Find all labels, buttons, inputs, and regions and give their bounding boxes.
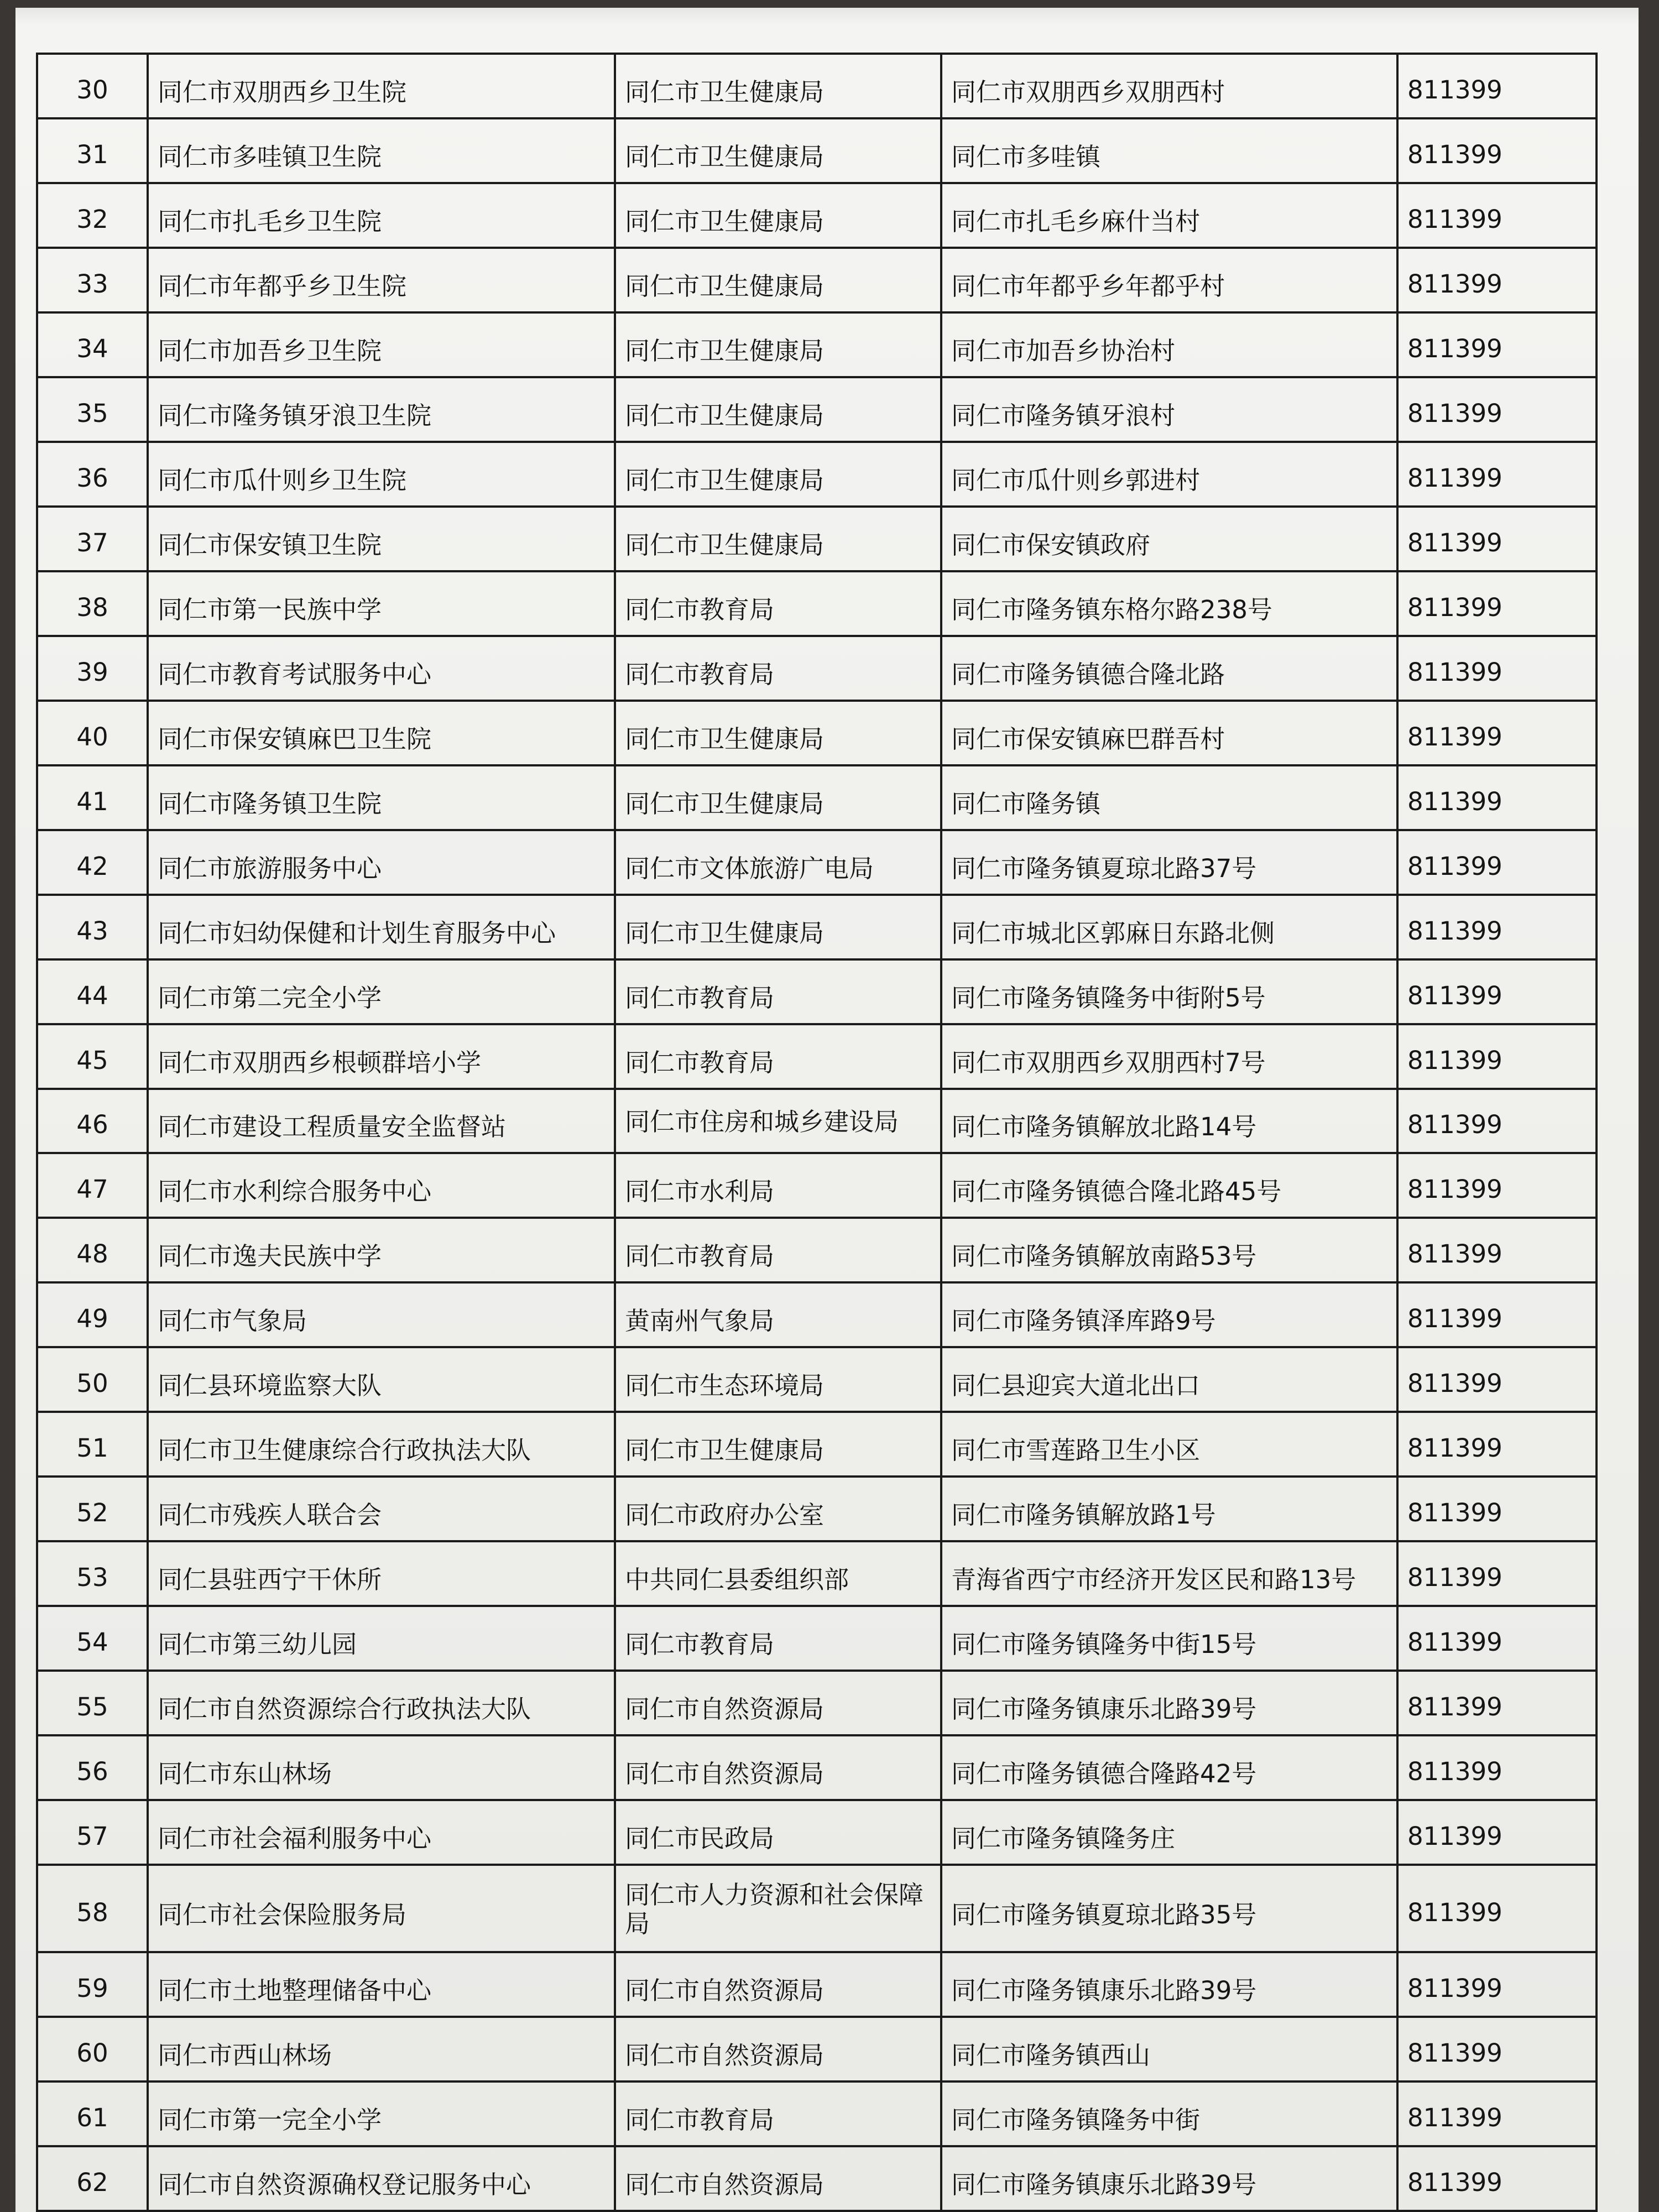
department-cell: 同仁市自然资源局: [615, 1952, 941, 2017]
industry-code-cell: 811399: [1397, 1218, 1597, 1282]
address-cell: 同仁市隆务镇康乐北路39号: [941, 2146, 1397, 2211]
row-number-cell: 49: [37, 1282, 148, 1347]
table-row: [37, 1412, 1597, 1477]
unit-name-cell: 同仁市第一完全小学: [148, 2081, 615, 2146]
address-cell: 同仁市保安镇政府: [941, 507, 1397, 571]
unit-name-cell: 同仁市社会保险服务局: [148, 1865, 615, 1952]
department-cell: 同仁市文体旅游广电局: [615, 830, 941, 895]
table-row: [37, 2081, 1597, 2146]
unit-name-cell: 同仁市年都乎乡卫生院: [148, 248, 615, 312]
unit-name-cell: 同仁市土地整理储备中心: [148, 1952, 615, 2017]
industry-code-cell: 811399: [1397, 1865, 1597, 1952]
department-cell: 同仁市自然资源局: [615, 2017, 941, 2081]
unit-name-cell: 同仁市第一民族中学: [148, 571, 615, 636]
address-cell: 同仁市隆务镇牙浪村: [941, 377, 1397, 442]
address-cell: 同仁市隆务镇解放北路14号: [941, 1089, 1397, 1154]
address-cell: 同仁市加吾乡协治村: [941, 312, 1397, 377]
address-cell: 同仁市隆务镇德合隆路42号: [941, 1735, 1397, 1800]
department-cell: 同仁市自然资源局: [615, 1735, 941, 1800]
table-row: [37, 1282, 1597, 1347]
unit-name-cell: 同仁市西山林场: [148, 2017, 615, 2081]
industry-code-cell: 811399: [1397, 1952, 1597, 2017]
department-cell: 同仁市教育局: [615, 571, 941, 636]
department-cell: 同仁市人力资源和社会保障局: [615, 1865, 941, 1952]
row-number-cell: 50: [37, 1347, 148, 1412]
industry-code-cell: 811399: [1397, 183, 1597, 248]
row-number-cell: 30: [37, 54, 148, 118]
row-number-cell: 62: [37, 2146, 148, 2211]
paper-top-shadow: [15, 8, 1639, 24]
table-row: [37, 183, 1597, 248]
row-number-cell: 39: [37, 636, 148, 701]
unit-name-cell: 同仁县环境监察大队: [148, 1347, 615, 1412]
table-row: [37, 1347, 1597, 1412]
department-cell: 同仁市自然资源局: [615, 2146, 941, 2211]
address-cell: 同仁市隆务镇泽库路9号: [941, 1282, 1397, 1347]
unit-name-cell: 同仁市双朋西乡根顿群培小学: [148, 1024, 615, 1089]
unit-name-cell: 同仁市建设工程质量安全监督站: [148, 1089, 615, 1154]
unit-name-cell: 同仁市保安镇卫生院: [148, 507, 615, 571]
table-row: [37, 765, 1597, 830]
department-cell: 同仁市水利局: [615, 1153, 941, 1218]
industry-code-cell: 811399: [1397, 830, 1597, 895]
unit-name-cell: 同仁市卫生健康综合行政执法大队: [148, 1412, 615, 1477]
table-row: [37, 1024, 1597, 1089]
industry-code-cell: 811399: [1397, 54, 1597, 118]
table-row: [37, 571, 1597, 636]
address-cell: 同仁市隆务镇隆务中街15号: [941, 1606, 1397, 1671]
address-cell: 同仁市隆务镇夏琼北路37号: [941, 830, 1397, 895]
unit-name-cell: 同仁市双朋西乡卫生院: [148, 54, 615, 118]
table-row: [37, 830, 1597, 895]
department-cell: 同仁市教育局: [615, 959, 941, 1024]
unit-name-cell: 同仁市妇幼保健和计划生育服务中心: [148, 895, 615, 959]
row-number-cell: 34: [37, 312, 148, 377]
paper-sheet: [15, 8, 1639, 2212]
address-cell: 同仁市瓜什则乡郭进村: [941, 442, 1397, 507]
industry-code-cell: 811399: [1397, 2081, 1597, 2146]
department-cell: 同仁市卫生健康局: [615, 442, 941, 507]
department-cell: 同仁市卫生健康局: [615, 895, 941, 959]
department-cell: 同仁市卫生健康局: [615, 1412, 941, 1477]
table-row: [37, 701, 1597, 765]
department-cell: 同仁市教育局: [615, 1606, 941, 1671]
address-cell: 同仁市多哇镇: [941, 118, 1397, 183]
unit-name-cell: 同仁市残疾人联合会: [148, 1477, 615, 1541]
industry-code-cell: 811399: [1397, 377, 1597, 442]
unit-name-cell: 同仁市第三幼儿园: [148, 1606, 615, 1671]
department-cell: 同仁市卫生健康局: [615, 248, 941, 312]
address-cell: 同仁市隆务镇隆务中街附5号: [941, 959, 1397, 1024]
address-cell: 同仁市年都乎乡年都乎村: [941, 248, 1397, 312]
department-cell: 同仁市教育局: [615, 636, 941, 701]
industry-code-cell: 811399: [1397, 507, 1597, 571]
address-cell: 同仁市城北区郭麻日东路北侧: [941, 895, 1397, 959]
row-number-cell: 38: [37, 571, 148, 636]
table-row: [37, 1541, 1597, 1606]
address-cell: 同仁市双朋西乡双朋西村: [941, 54, 1397, 118]
row-number-cell: 42: [37, 830, 148, 895]
table-row: [37, 248, 1597, 312]
address-cell: 同仁市扎毛乡麻什当村: [941, 183, 1397, 248]
row-number-cell: 43: [37, 895, 148, 959]
address-cell: 同仁市隆务镇德合隆北路45号: [941, 1153, 1397, 1218]
department-cell: 同仁市民政局: [615, 1800, 941, 1865]
row-number-cell: 35: [37, 377, 148, 442]
department-cell: 同仁市政府办公室: [615, 1477, 941, 1541]
row-number-cell: 33: [37, 248, 148, 312]
department-cell: 同仁市卫生健康局: [615, 765, 941, 830]
table-row: [37, 636, 1597, 701]
table-row: [37, 1952, 1597, 2017]
address-cell: 同仁市隆务镇东格尔路238号: [941, 571, 1397, 636]
table-row: [37, 1606, 1597, 1671]
unit-name-cell: 同仁市教育考试服务中心: [148, 636, 615, 701]
unit-name-cell: 同仁市自然资源确权登记服务中心: [148, 2146, 615, 2211]
row-number-cell: 44: [37, 959, 148, 1024]
industry-code-cell: 811399: [1397, 1477, 1597, 1541]
unit-name-cell: 同仁市旅游服务中心: [148, 830, 615, 895]
row-number-cell: 46: [37, 1089, 148, 1154]
unit-name-cell: 同仁市气象局: [148, 1282, 615, 1347]
address-cell: 同仁市隆务镇康乐北路39号: [941, 1952, 1397, 2017]
unit-name-cell: 同仁市瓜什则乡卫生院: [148, 442, 615, 507]
table-row: [37, 1671, 1597, 1735]
industry-code-cell: 811399: [1397, 895, 1597, 959]
address-cell: 青海省西宁市经济开发区民和路13号: [941, 1541, 1397, 1606]
unit-name-cell: 同仁市扎毛乡卫生院: [148, 183, 615, 248]
department-cell: 同仁市自然资源局: [615, 1671, 941, 1735]
industry-code-cell: 811399: [1397, 2017, 1597, 2081]
unit-name-cell: 同仁县驻西宁干休所: [148, 1541, 615, 1606]
department-cell: 同仁市卫生健康局: [615, 118, 941, 183]
department-cell: 中共同仁县委组织部: [615, 1541, 941, 1606]
address-cell: 同仁市隆务镇解放路1号: [941, 1477, 1397, 1541]
row-number-cell: 54: [37, 1606, 148, 1671]
row-number-cell: 31: [37, 118, 148, 183]
industry-code-cell: 811399: [1397, 1347, 1597, 1412]
address-cell: 同仁市隆务镇隆务中街: [941, 2081, 1397, 2146]
table-row: [37, 442, 1597, 507]
industry-code-cell: 811399: [1397, 701, 1597, 765]
industry-code-cell: 811399: [1397, 636, 1597, 701]
department-cell: 同仁市卫生健康局: [615, 54, 941, 118]
department-cell: 同仁市教育局: [615, 1024, 941, 1089]
industry-code-cell: 811399: [1397, 118, 1597, 183]
industry-code-cell: 811399: [1397, 1153, 1597, 1218]
industry-code-cell: 811399: [1397, 1541, 1597, 1606]
address-cell: 同仁市隆务镇解放南路53号: [941, 1218, 1397, 1282]
table-row: [37, 1218, 1597, 1282]
address-cell: 同仁市隆务镇夏琼北路35号: [941, 1865, 1397, 1952]
department-cell: 同仁市教育局: [615, 2081, 941, 2146]
department-cell: 同仁市教育局: [615, 1218, 941, 1282]
table-row: [37, 2146, 1597, 2211]
industry-code-cell: 811399: [1397, 1606, 1597, 1671]
address-cell: 同仁市双朋西乡双朋西村7号: [941, 1024, 1397, 1089]
unit-name-cell: 同仁市第二完全小学: [148, 959, 615, 1024]
address-cell: 同仁县迎宾大道北出口: [941, 1347, 1397, 1412]
unit-name-cell: 同仁市多哇镇卫生院: [148, 118, 615, 183]
department-cell: 同仁市生态环境局: [615, 1347, 941, 1412]
table-row: [37, 54, 1597, 118]
department-cell: 黄南州气象局: [615, 1282, 941, 1347]
table-row: [37, 507, 1597, 571]
department-cell: 同仁市卫生健康局: [615, 183, 941, 248]
table-row: [37, 118, 1597, 183]
industry-code-cell: 811399: [1397, 1412, 1597, 1477]
row-number-cell: 57: [37, 1800, 148, 1865]
address-cell: 同仁市隆务镇康乐北路39号: [941, 1671, 1397, 1735]
unit-name-cell: 同仁市保安镇麻巴卫生院: [148, 701, 615, 765]
unit-name-cell: 同仁市隆务镇牙浪卫生院: [148, 377, 615, 442]
table-row: [37, 1865, 1597, 1952]
address-cell: 同仁市雪莲路卫生小区: [941, 1412, 1397, 1477]
row-number-cell: 41: [37, 765, 148, 830]
industry-code-cell: 811399: [1397, 442, 1597, 507]
row-number-cell: 36: [37, 442, 148, 507]
row-number-cell: 56: [37, 1735, 148, 1800]
row-number-cell: 32: [37, 183, 148, 248]
unit-name-cell: 同仁市社会福利服务中心: [148, 1800, 615, 1865]
industry-code-cell: 811399: [1397, 765, 1597, 830]
industry-code-cell: 811399: [1397, 2146, 1597, 2211]
table-row: [37, 1477, 1597, 1541]
table-row: [37, 959, 1597, 1024]
industry-code-cell: 811399: [1397, 312, 1597, 377]
industry-code-cell: 811399: [1397, 1089, 1597, 1154]
industry-code-cell: 811399: [1397, 1800, 1597, 1865]
department-cell: 同仁市卫生健康局: [615, 507, 941, 571]
table-row: [37, 1089, 1597, 1154]
row-number-cell: 61: [37, 2081, 148, 2146]
table-row: [37, 1800, 1597, 1865]
table-body: [37, 54, 1597, 2211]
table-row: [37, 895, 1597, 959]
unit-name-cell: 同仁市隆务镇卫生院: [148, 765, 615, 830]
unit-name-cell: 同仁市逸夫民族中学: [148, 1218, 615, 1282]
unit-list-table: [36, 53, 1598, 2212]
address-cell: 同仁市保安镇麻巴群吾村: [941, 701, 1397, 765]
row-number-cell: 52: [37, 1477, 148, 1541]
address-cell: 同仁市隆务镇西山: [941, 2017, 1397, 2081]
row-number-cell: 59: [37, 1952, 148, 2017]
unit-name-cell: 同仁市水利综合服务中心: [148, 1153, 615, 1218]
table-row: [37, 1153, 1597, 1218]
industry-code-cell: 811399: [1397, 1671, 1597, 1735]
address-cell: 同仁市隆务镇德合隆北路: [941, 636, 1397, 701]
department-cell: 同仁市卫生健康局: [615, 377, 941, 442]
row-number-cell: 58: [37, 1865, 148, 1952]
row-number-cell: 47: [37, 1153, 148, 1218]
row-number-cell: 51: [37, 1412, 148, 1477]
table-row: [37, 2017, 1597, 2081]
address-cell: 同仁市隆务镇: [941, 765, 1397, 830]
row-number-cell: 55: [37, 1671, 148, 1735]
industry-code-cell: 811399: [1397, 571, 1597, 636]
table-row: [37, 377, 1597, 442]
table-row: [37, 1735, 1597, 1800]
address-cell: 同仁市隆务镇隆务庄: [941, 1800, 1397, 1865]
unit-name-cell: 同仁市自然资源综合行政执法大队: [148, 1671, 615, 1735]
unit-name-cell: 同仁市东山林场: [148, 1735, 615, 1800]
row-number-cell: 48: [37, 1218, 148, 1282]
industry-code-cell: 811399: [1397, 248, 1597, 312]
department-cell: 同仁市住房和城乡建设局: [615, 1089, 941, 1154]
industry-code-cell: 811399: [1397, 1282, 1597, 1347]
industry-code-cell: 811399: [1397, 959, 1597, 1024]
department-cell: 同仁市卫生健康局: [615, 701, 941, 765]
row-number-cell: 60: [37, 2017, 148, 2081]
department-cell: 同仁市卫生健康局: [615, 312, 941, 377]
row-number-cell: 45: [37, 1024, 148, 1089]
industry-code-cell: 811399: [1397, 1735, 1597, 1800]
table-row: [37, 312, 1597, 377]
row-number-cell: 37: [37, 507, 148, 571]
unit-name-cell: 同仁市加吾乡卫生院: [148, 312, 615, 377]
industry-code-cell: 811399: [1397, 1024, 1597, 1089]
row-number-cell: 40: [37, 701, 148, 765]
row-number-cell: 53: [37, 1541, 148, 1606]
